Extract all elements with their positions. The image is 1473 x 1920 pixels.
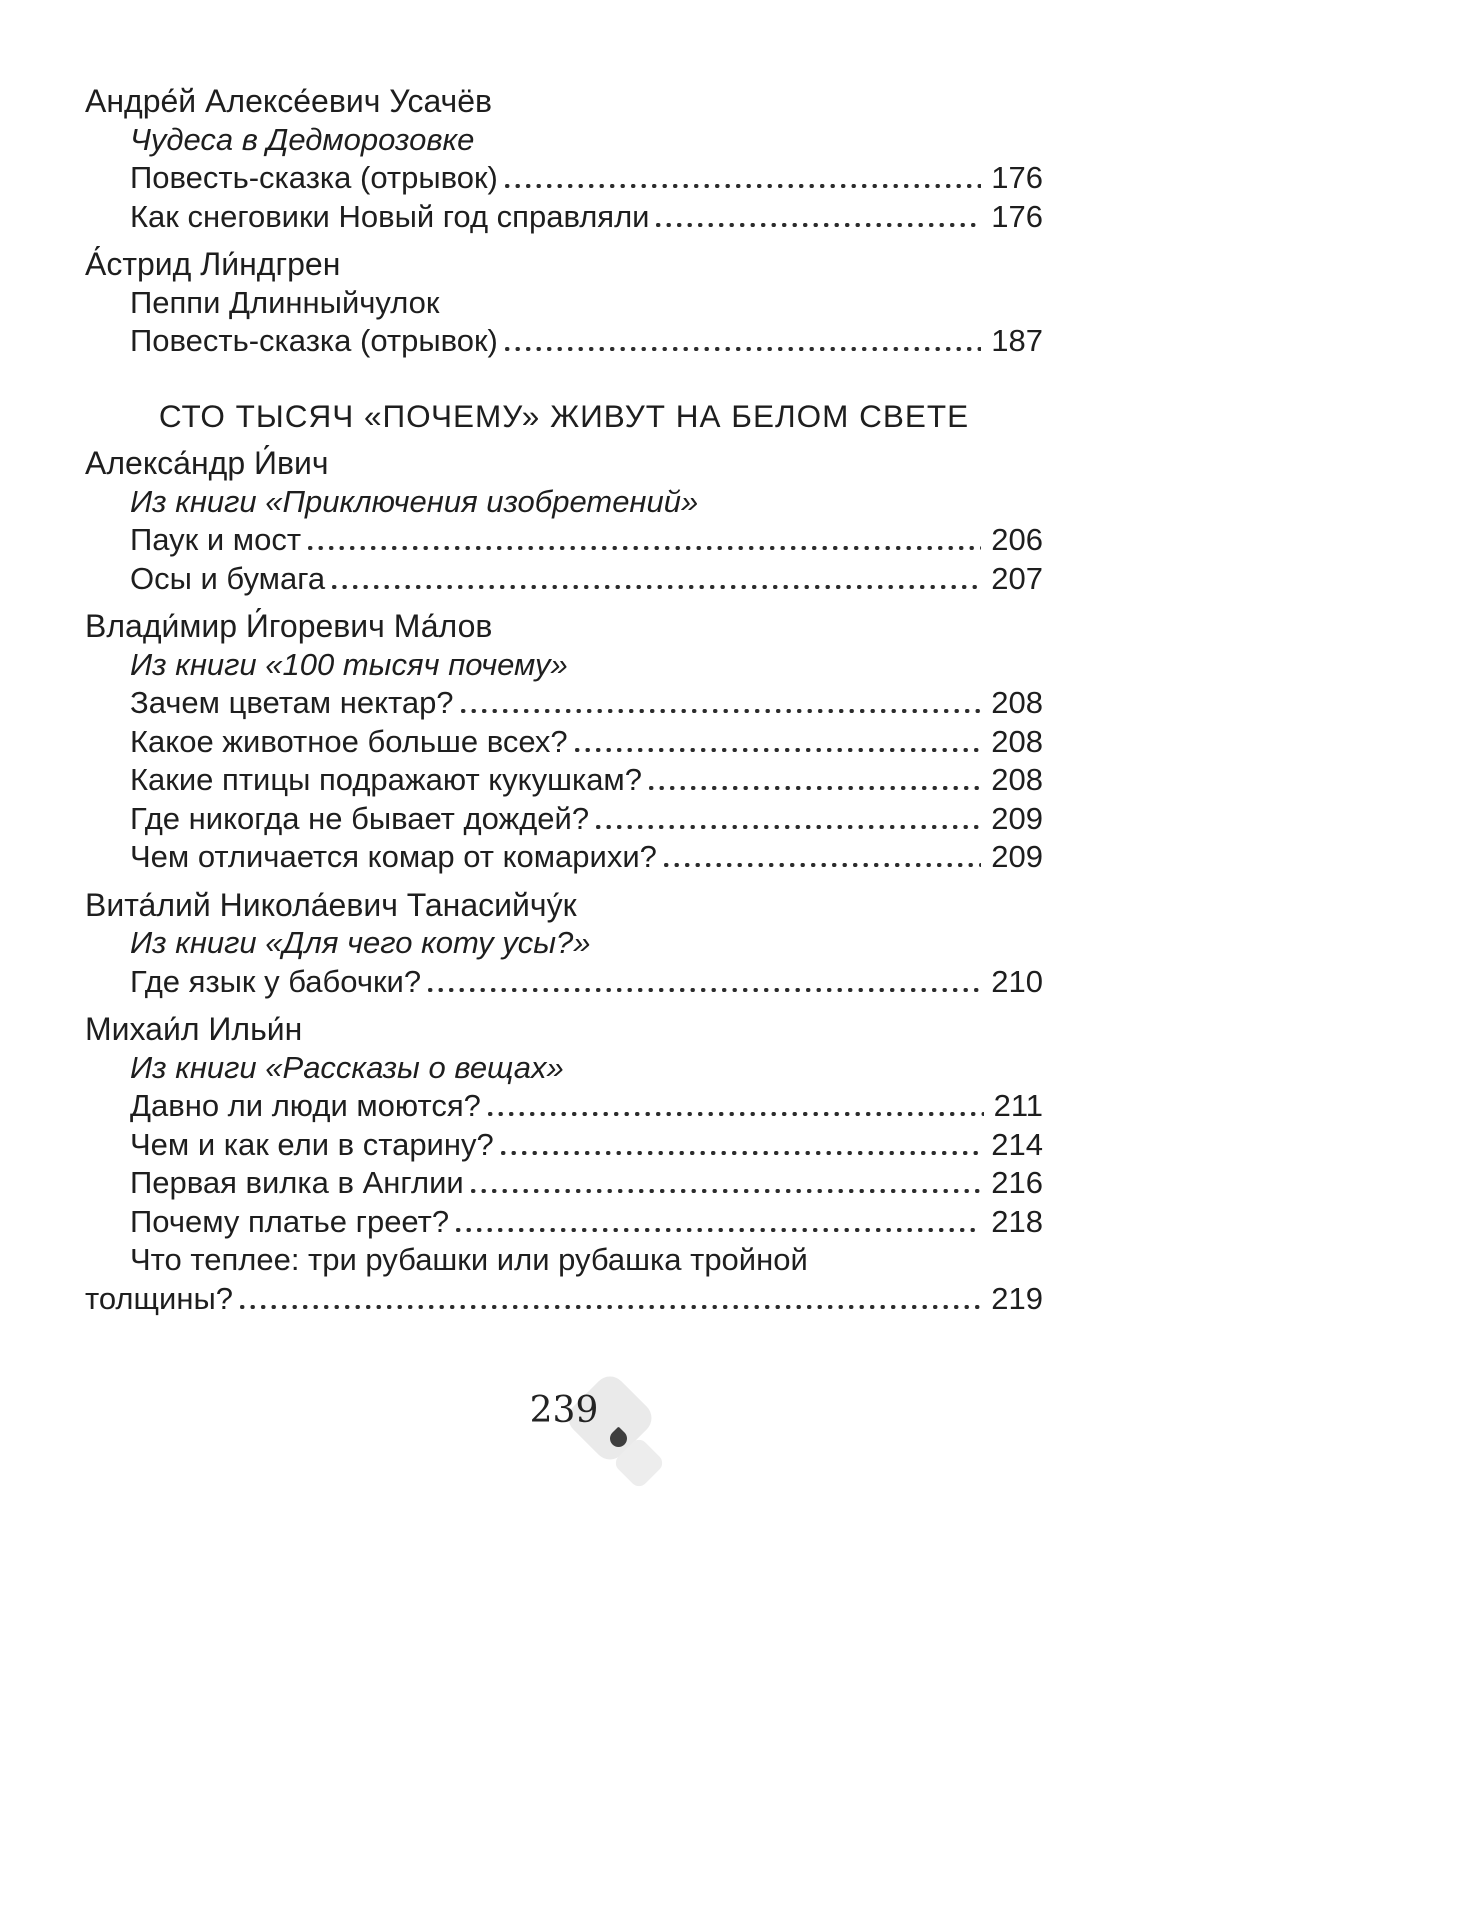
toc-entry xyxy=(85,1241,1043,1280)
toc-entry-title: Давно ли люди моются? xyxy=(130,1088,481,1123)
toc-entry xyxy=(85,1126,1043,1165)
toc-entry-title: Осы и бумага xyxy=(130,560,326,596)
toc-entry-page: 219 xyxy=(991,1280,1043,1316)
toc-subtitle: Из книги «Приключения изобретений» xyxy=(130,483,699,519)
dot-leader xyxy=(505,347,981,351)
toc-entry xyxy=(85,159,1043,198)
toc-subtitle: Пеппи Длинныйчулок xyxy=(130,284,440,320)
dot-leader xyxy=(488,1112,984,1116)
dot-leader xyxy=(456,1228,981,1232)
dot-leader xyxy=(656,223,981,227)
toc-entry xyxy=(85,963,1043,1002)
toc-subtitle: Из книги «Рассказы о вещах» xyxy=(130,1049,564,1085)
dot-leader xyxy=(505,184,981,188)
toc-entry-page: 211 xyxy=(993,1088,1043,1123)
toc-entry xyxy=(85,1164,1043,1203)
toc-entry-page: 187 xyxy=(991,323,1043,358)
toc-entry-page: 176 xyxy=(991,160,1043,195)
toc-entry-page: 208 xyxy=(991,685,1043,720)
toc-entry-page: 216 xyxy=(991,1165,1043,1200)
toc-section-heading: СТО ТЫСЯЧ «ПОЧЕМУ» ЖИВУТ НА БЕЛОМ СВЕТЕ xyxy=(158,397,970,434)
toc-entry-title: Повесть-сказка (отрывок) xyxy=(130,160,498,195)
toc-subtitle: Чудеса в Дедморозовке xyxy=(130,121,475,157)
toc-author: Вита́лий Никола́евич Танасийчу́к xyxy=(85,886,577,923)
toc-entry-title: Зачем цветам нектар? xyxy=(130,685,454,720)
toc-entry-title: Паук и мост xyxy=(130,522,302,557)
dot-leader xyxy=(308,546,981,550)
toc-author: Алекса́ндр И́вич xyxy=(85,445,329,481)
toc-entry-title: Повесть-сказка (отрывок) xyxy=(130,323,498,358)
toc-entry-page: 218 xyxy=(991,1203,1043,1239)
toc-entry xyxy=(85,684,1043,723)
toc-entry-page: 210 xyxy=(991,963,1043,999)
toc-subtitle: Из книги «Для чего коту усы?» xyxy=(130,925,591,960)
toc-entry xyxy=(85,1203,1043,1242)
toc-entry-title: Где никогда не бывает дождей? xyxy=(130,800,590,836)
dot-leader xyxy=(461,709,982,713)
toc-entry-page: 207 xyxy=(991,560,1043,596)
dot-leader xyxy=(501,1151,982,1155)
toc-author: Михаи́л Ильи́н xyxy=(85,1011,303,1047)
toc-entry xyxy=(85,1280,1043,1319)
toc-entry-title: Чем и как ели в старину? xyxy=(130,1126,494,1162)
toc-entry-page: 214 xyxy=(991,1126,1043,1162)
toc-entry xyxy=(85,322,1043,361)
toc-entry-title: Где язык у бабочки? xyxy=(130,963,422,999)
toc-entry-page: 208 xyxy=(991,723,1043,759)
toc-entry-page: 206 xyxy=(991,522,1043,557)
toc-entry xyxy=(85,723,1043,762)
toc-entry-page: 209 xyxy=(991,800,1043,836)
toc-author: Влади́мир И́горевич Ма́лов xyxy=(85,608,493,644)
toc-entry-page: 176 xyxy=(991,198,1043,234)
toc-entry xyxy=(85,761,1043,800)
toc-entry xyxy=(85,521,1043,560)
dot-leader xyxy=(332,585,981,589)
table-of-contents xyxy=(85,82,1043,1318)
toc-entry-title: Почему платье греет? xyxy=(130,1203,450,1239)
toc-entry-page: 208 xyxy=(991,762,1043,797)
toc-entry-title: Какие птицы подражают кукушкам? xyxy=(130,762,642,797)
toc-entry-page: 209 xyxy=(991,839,1043,874)
dot-leader xyxy=(664,863,981,867)
toc-entry-title: толщины? xyxy=(85,1280,233,1316)
toc-entry xyxy=(85,800,1043,839)
toc-entry-title: Что теплее: три рубашки или рубашка тройной xyxy=(130,1242,808,1277)
dot-leader xyxy=(649,786,981,790)
toc-entry xyxy=(85,560,1043,599)
dot-leader xyxy=(428,988,981,992)
toc-entry-title: Как снеговики Новый год справляли xyxy=(130,198,650,234)
dot-leader xyxy=(240,1305,981,1309)
dot-leader xyxy=(596,825,981,829)
toc-author: Андре́й Алексе́евич Усачёв xyxy=(85,83,492,119)
toc-entry-title: Какое животное больше всех? xyxy=(130,723,568,759)
toc-entry-title: Первая вилка в Англии xyxy=(130,1165,464,1200)
toc-subtitle: Из книги «100 тысяч почему» xyxy=(130,646,568,682)
toc-author: А́стрид Ли́ндгрен xyxy=(85,246,341,282)
dot-leader xyxy=(575,748,982,752)
page-footer xyxy=(85,1378,1043,1538)
toc-entry xyxy=(85,838,1043,877)
toc-entry xyxy=(85,198,1043,237)
toc-entry xyxy=(85,1087,1043,1126)
page-number: 239 xyxy=(529,1390,599,1431)
toc-entry-title: Чем отличается комар от комарихи? xyxy=(130,839,657,874)
dot-leader xyxy=(471,1189,982,1193)
